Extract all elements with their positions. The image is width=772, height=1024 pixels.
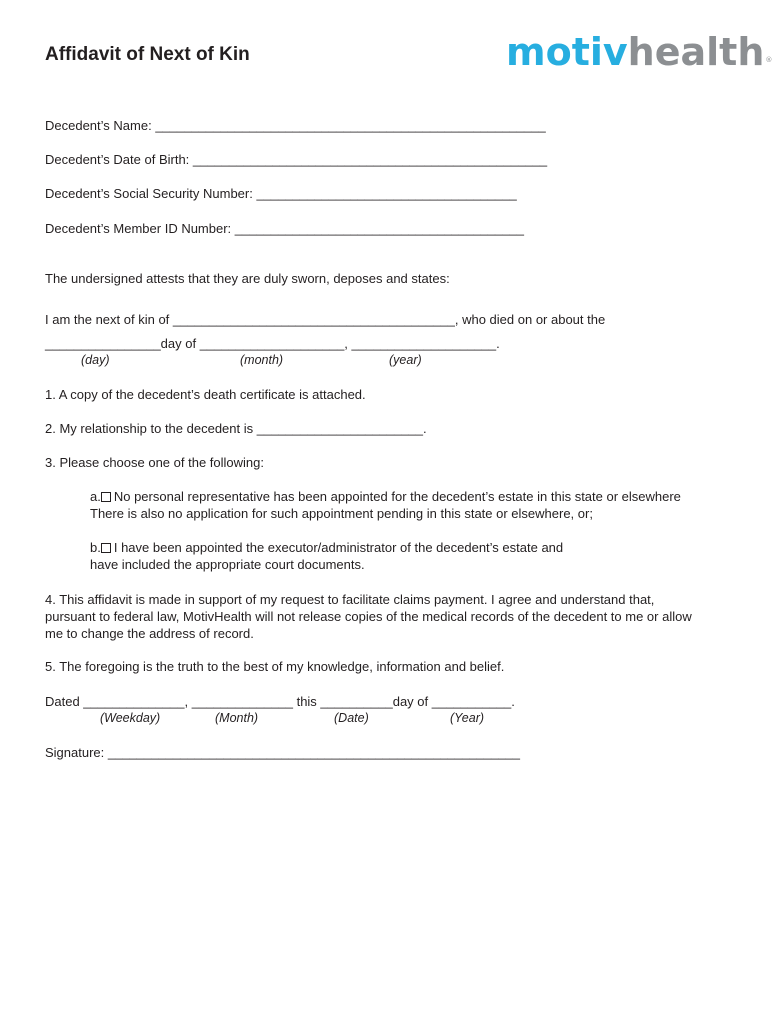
item-3-choose: 3. Please choose one of the following:	[45, 455, 264, 470]
caption-weekday: (Weekday)	[100, 711, 161, 725]
logo-motiv: motiv	[506, 30, 628, 74]
item-4-line3: me to change the address of record.	[45, 626, 254, 641]
decedent-ssn-field[interactable]: Decedent’s Social Security Number: ____________________________________	[45, 186, 517, 201]
option-b-line2: have included the appropriate court documents.	[90, 557, 365, 572]
option-a-checkbox[interactable]	[101, 492, 111, 502]
item-4-line1: 4. This affidavit is made in support of my request to facilitate claims payment. I agree and understand that,	[45, 592, 655, 607]
option-a-line1	[90, 488, 681, 505]
caption-dated-month: (Month)	[215, 711, 259, 725]
option-b-prefix: b.	[90, 540, 101, 555]
attest-statement: The undersigned attests that they are duly sworn, deposes and states:	[45, 271, 450, 286]
option-b-line1	[90, 539, 563, 556]
option-a-line2: There is also no application for such appointment pending in this state or elsewhere, or;	[90, 506, 593, 521]
caption-year: (year)	[389, 353, 422, 367]
signature-line[interactable]: Signature: _________________________________________________________	[45, 745, 520, 760]
option-b-text: I have been appointed the executor/administrator of the decedent’s estate and	[113, 540, 564, 555]
logo-registered-mark: ®	[765, 56, 772, 64]
next-of-kin-line[interactable]: I am the next of kin of _______________________________________, who died on or about the	[45, 312, 606, 327]
option-b-checkbox[interactable]	[101, 543, 111, 553]
item-5-truth: 5. The foregoing is the truth to the best of my knowledge, information and belief.	[45, 659, 505, 674]
caption-day: (day)	[81, 353, 110, 367]
option-a-text: No personal representative has been appointed for the decedent’s estate in this state or elsewhere	[113, 489, 681, 504]
motivhealth-logo	[506, 30, 772, 74]
decedent-member-id-field[interactable]: Decedent’s Member ID Number: ________________________________________	[45, 221, 524, 236]
item-4-line2: pursuant to federal law, MotivHealth will not release copies of the medical records of the decedent to me or allow	[45, 609, 692, 624]
decedent-name-field[interactable]: Decedent’s Name: ______________________________________________________	[45, 118, 546, 133]
death-date-line[interactable]: ________________day of ____________________, ____________________.	[45, 336, 500, 351]
dated-line[interactable]: Dated ______________, ______________ this __________day of ___________.	[45, 694, 515, 709]
item-1-death-certificate: 1. A copy of the decedent’s death certificate is attached.	[45, 387, 366, 402]
document-title: Affidavit of Next of Kin	[45, 44, 250, 65]
caption-month: (month)	[240, 353, 284, 367]
decedent-dob-field[interactable]: Decedent’s Date of Birth: _________________________________________________	[45, 152, 548, 167]
option-a-prefix: a.	[90, 489, 101, 504]
caption-dated-year: (Year)	[450, 711, 485, 725]
caption-date: (Date)	[334, 711, 369, 725]
item-2-relationship[interactable]: 2. My relationship to the decedent is _______________________.	[45, 421, 427, 436]
logo-health: health	[627, 30, 765, 74]
